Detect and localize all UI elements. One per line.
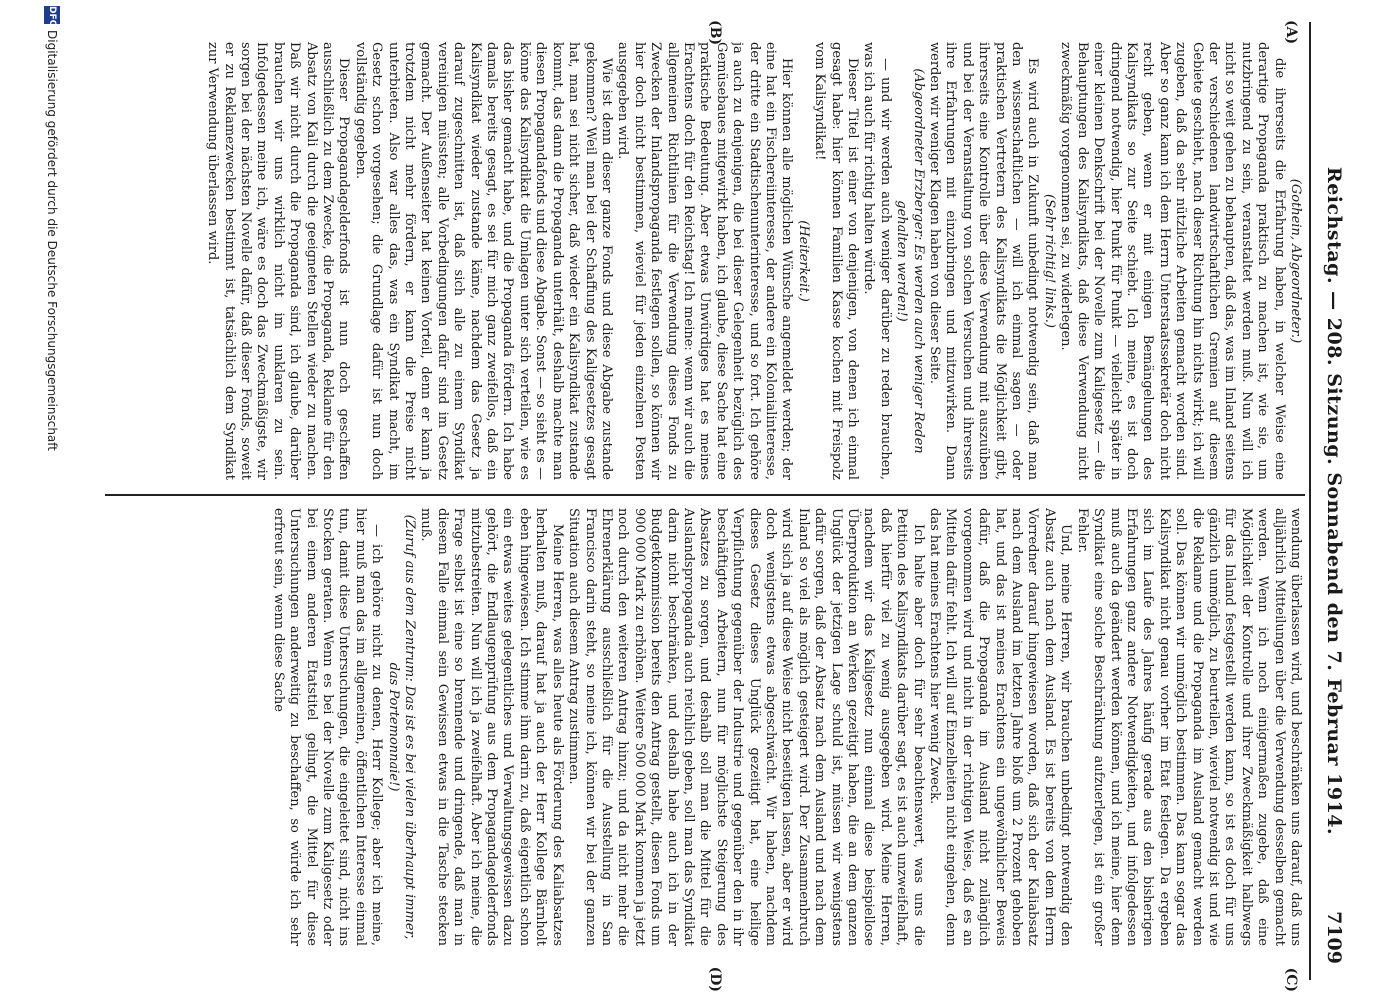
paragraph: — ich gehöre nicht zu denen, Herr Kollege; aber ich meine, hier muß man das im allgemeinen, öffentlichen Interesse einmal tun, damit diese Untersuchungen, die eingeleitet sind, nicht ins Stocken geraten. Wenn es bei der Novelle zum Kaligesetz oder bei einem anderen Etatstitel gelingt, die Mittel für diese Untersuchungen anderweitig zu beschaffen, so würde ich sehr erfreut sein, wenn diese Sache	[270, 508, 385, 946]
marker-d: (D)	[707, 966, 723, 992]
column-divider	[105, 494, 1305, 496]
interjection: (Sehr richtig! links.)	[1041, 194, 1057, 328]
marker-c: (C)	[1283, 967, 1299, 992]
paragraph: Und, meine Herren, wir brauchen unbedingt notwendig den Absatz auch nach dem Ausland. Es ist bereits von dem Herrn Vorredner darauf hingewiesen worden, daß sich der Kaliabsatz nach dem Ausland im letzten Jahre bloß um 2 Prozent gehoben hat, und das ist meines Erachtens ein ungewöhnlicher Beweis dafür, daß die Propaganda im Ausland nicht zulänglich vorgenommen wird und nicht in der richtigen Weise, daß es an Mitteln dafür fehlt. Ich will auf Einzelheiten nicht eingehen, denn das hat meines Erachtens hier wenig Zweck.	[927, 508, 1074, 946]
interjection: (Zuruf aus dem Zentrum: Das ist es bei vielen überhaupt immer, das Portemonnaie!)	[385, 514, 418, 940]
paragraph: Dieser Propagandagelderfonds ist nun doch geschaffen ausschließlich zu dem Zwecke, die Propaganda, Reklame für den Absatz von Kali durch die geeigneten Stellen wieder zu machen. Daß wir nicht durch die Propaganda sind, ich glaube, darüber brauchen wir uns wirklich nicht im unklaren zu sein. Infolgedessen meine ich, wäre es doch das Zweckmäßigste, wir sorgen bei der nächsten Novelle dafür, daß dieser Fonds, soweit er zu Reklamezwecken bestimmt ist, tatsächlich dem Syndikat zur Verwendung überlassen wird.	[205, 42, 352, 480]
interjection: (Heiterkeit.)	[795, 220, 811, 302]
paragraph: Dieser Titel ist einer von denjenigen, von denen ich einmal gesagt habe: hier können Familien Kasse kochen mit Freispolz vom Kalisyndikat!	[812, 42, 861, 480]
column-left	[123, 42, 1303, 480]
newspaper-page	[73, 0, 1383, 1000]
paragraph: — und wir werden auch weniger darüber zu reden brauchen, was ich auch für richtig halten würde.	[861, 42, 893, 480]
column-right	[123, 508, 1303, 946]
paragraph: Es wird auch in Zukunft unbedingt notwendig sein, daß man den wissenschaftlichen — will ich einmal sagen — oder praktischen Vertretern des Kalisyndikats die Möglichkeit gibt, ihrerseits eine Kontrolle über diese Verwendung mit auszuüben und bei der Veranstaltung von solchen Versuchen und ihrerseits ihre Erfahrungen mit einzubringen und mitzuwirken. Dann werden wir weniger Klagen haben von dieser Seite.	[927, 42, 1041, 480]
marker-a: (A)	[1283, 20, 1299, 45]
marker-b: (B)	[707, 20, 723, 46]
paragraph: die ihrerseits die Erfahrung haben, in welcher Weise eine derartige Propaganda praktisch zu machen ist, wie sie, um nutzbringend zu sein, veranstaltet werden muß. Nun will ich nicht so weit gehen zu behaupten, daß das, was im Inland seitens der verschiedenen landwirtschaftlichen Gremien auf diesem Gebiete geschieht, nach dieser Richtung hin nichts wirkt; ich will zugeben, daß da sehr nützliche Arbeiten gemacht worden sind. Aber so ganz kann ich dem Herrn Unterstaatssekretär doch nicht recht geben, wenn er mit einigen Bemängelungen des Kalisyndikats so zur Seite schiebt. Ich meine, es ist doch dringend notwendig, hier Punkt für Punkt — vielleicht später in einer kleinen Denkschrift bei der Novelle zum Kaligesetz — die Behauptungen des Kalisyndikats, daß diese Verwendung nicht zweckmäßig vorgenommen sei, zu widerlegen.	[1058, 42, 1287, 480]
digitization-note-text: Digitalisierung gefördert durch die Deutsche Forschungsgemeinschaft	[45, 30, 59, 452]
page-header	[1313, 22, 1347, 980]
header-title: Reichstag. — 208. Sitzung. Sonnabend den 7. Februar 1914.	[1323, 166, 1345, 836]
page-number: 7109	[1323, 911, 1345, 964]
digitization-note	[33, 0, 63, 1000]
paragraph: Hier können alle möglichen Wünsche angemeldet werden; der eine hat ein Fischereiinteresse, der andere ein Kolonialinteresse, der dritte ein Stadtischenunterinteresse, und so fort. Ich gehöre ja auch zu denjenigen, die bei dieser Gelegenheit bezüglich des Gemüsebaues mitgewirkt haben, ich glaube, diese Sache hat eine praktische Bedeutung. Aber etwas Unwürdiges hat es meines Erachtens doch für den Reichstag! Ich meine: wenn wir auch die allgemeinen Richtlinien für die Verwendung dieses Fonds zu Zwecken der Inlandspropaganda festlegen sollen, so können wir hier doch nicht bestimmen, wieviel für jeden einzelnen Posten ausgegeben wird.	[615, 42, 795, 480]
paragraph: wendung überlassen wird, und beschränken uns darauf, daß uns alljährlich Mitteilungen über die Verwendung desselben gemacht werden. Wenn ich noch einigermaßen zugebe, daß eine Möglichkeit der Kontrolle und ihrer Zweckmäßigkeit halbwegs für das Inland festgestellt werden kann, so ist es doch für uns gänzlich unmöglich, zu beurteilen, wieviel notwendig ist und wie die Reklame und die Propaganda im Ausland gemacht werden soll. Das können wir unmöglich bestimmen. Das kann sogar das Kalisyndikat nicht genau vorher im Etat festlegen. Da ergeben sich im Laufe des Jahres häufig gerade aus den bisherigen Erfahrungen ganz andere Notwendigkeiten, und infolgedessen muß auch da geändert werden können, und ich meine, hier dem Syndikat eine solche Beschränkung aufzuerlegen, ist ein großer Fehler.	[1074, 508, 1303, 946]
interjection: (Gothein, Abgeordneter.)	[1288, 178, 1303, 344]
paragraph: Ich halte aber doch für sehr beachtenswert, was uns die Petition des Kalisyndikats darüber sagt, es ist auch unzweifelhaft, daß hierfür viel zu wenig ausgegeben wird. Meine Herren, nachdem wir das Kaligesetz nun einmal diese beispiellose Überproduktion an Werken gezeitigt haben, die an dem ganzen Unglück der jetzigen Lage schuld ist, müssen wir wenigstens dafür sorgen, daß der Absatz nach dem Ausland und nach dem Inland so viel als möglich gesteigert wird. Der Zusammenbruch wird sich ja auf diese Weise nicht beseitigen lassen, aber er wird doch wenigstens etwas abgeschwächt. Wir haben, nachdem dieses Gesetz dieses Unglück gezeitigt hat, eine heilige Verpflichtung gegenüber der Industrie und gegenüber den in ihr beschäftigten Arbeitern, nun für möglichste Steigerung des Absatzes zu sorgen, und deshalb soll man die Mittel für die Auslandspropaganda auch reichlich geben, soll man das Syndikat darin nicht beschränken, und deshalb habe auch ich in der Budgetkommission bereits den Antrag gestellt, diesen Fonds um 900 000 Mark zu erhöhen. Weitere 500 000 Mark kommen ja jetzt noch durch den weiteren Antrag hinzu; und da nicht mehr die Ehrenerklärung ausschließlich für die Ausstellung in San Francisco darin steht, so meine ich, können wir bei der ganzen Situation auch diesem Antrag zustimmen.	[566, 508, 926, 946]
header-rule	[1309, 22, 1311, 980]
dfg-logo: DFG	[44, 6, 60, 24]
interjection: (Abgeordneter Erzberger: Es werden auch weniger Reden gehalten werden!)	[894, 68, 926, 454]
paragraph: Meine Herren, was alles heute als Förderung des Kaliabsatzes herhalten muß, darauf hat ja auch der Herr Kollege Bärnholt eben hingewiesen. Ich stimme ihm darin zu, daß eigentlich schon ein etwas weites gelegentliches und Verwaltungsgewissen dazu gehört, die Endlaugenprüfung aus dem Propagandagelderfonds mitzubestreiten. Nun will ich ja zweifelhaft. Aber ich meine, die Frage selbst ist eine so brennende und dringende, daß man in diesem Falle einmal sein Gewissen etwas in die Tasche stecken muß.	[418, 508, 565, 946]
paragraph: Wie ist denn dieser ganze Fonds und diese Abgabe zustande gekommen? Weil man bei der Schaffung des Kaligesetzes gesagt hat, man sei nicht sicher, daß wieder ein Kalisyndikat zustande kommt, das dann die Propaganda unterhält, deshalb machte man diesen Propagandafonds und diese Abgabe. Sonst — so sieht es — könne das Kalisyndikat die Umlagen unter sich verteilen, wie es das bisher gemacht habe, und die Propaganda fördern. Ich habe damals bereits gesagt, es sei für mich ganz zweifellos, daß ein Kalisyndikat wieder zustande käme, nachdem das Gesetz ja darauf zugeschnitten ist, daß sich alle zu einem Syndikat vereinigen müssten; alle Vorbedingungen dafür sind im Gesetz gemacht. Der Außenseiter hat keinen Vorteil, denn er kann ja trotzdem nicht mehr fördern, er kann die Preise nicht unterbieten. Also war alles das, was ein Syndikat macht, im Gesetz schon vorgesehen; die Grundlage dafür ist nun doch vollständig gegeben.	[352, 42, 614, 480]
